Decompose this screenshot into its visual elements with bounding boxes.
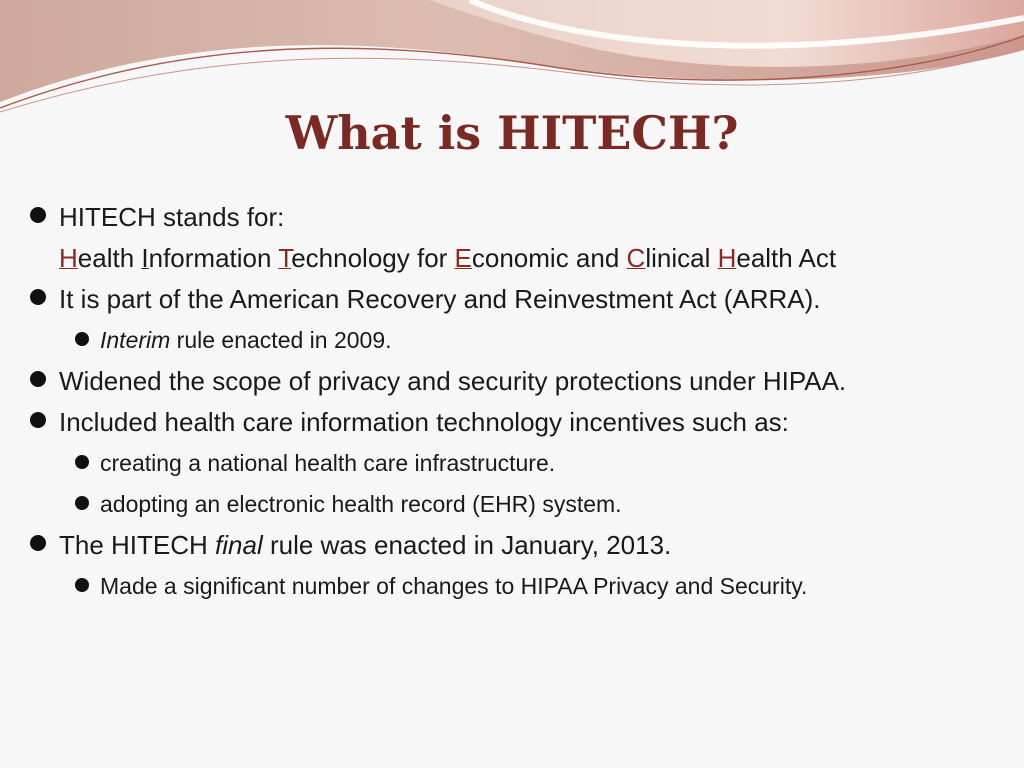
acronym-letter: I <box>141 243 149 273</box>
bullet-text: adopting an electronic health record (EHR) system. <box>100 491 622 517</box>
bullet-item <box>0 402 1010 443</box>
acronym-letter: E <box>454 243 472 273</box>
acronym-word: ealth Act <box>736 243 837 273</box>
sub-bullet-item <box>0 443 1010 484</box>
bullet-text: rule was enacted in January, 2013. <box>262 530 672 560</box>
acronym-word: nformation <box>148 243 279 273</box>
italic-text: final <box>215 530 263 560</box>
bullet-text: Widened the scope of privacy and security protections under HIPAA. <box>59 366 847 396</box>
bullet-dot-icon <box>75 496 89 510</box>
italic-text: Interim <box>100 327 171 353</box>
acronym-letter: H <box>59 243 78 273</box>
acronym-word: conomic and <box>471 243 627 273</box>
bullet-item <box>0 279 1010 320</box>
bullet-dot-icon <box>30 289 46 305</box>
bullet-text: It is part of the American Recovery and Reinvestment Act (ARRA). <box>59 284 821 314</box>
slide-title: What is HITECH? <box>285 106 739 160</box>
bullet-dot-icon <box>30 371 46 387</box>
acronym-word: linical <box>645 243 718 273</box>
acronym-letter: H <box>717 243 737 273</box>
bullet-text: HITECH stands for: <box>59 202 285 232</box>
bullet-dot-icon <box>75 578 89 592</box>
bullet-dot-icon <box>75 455 89 469</box>
bullet-text: rule enacted in 2009. <box>170 327 392 353</box>
bullet-item <box>0 197 1010 238</box>
acronym-letter: C <box>626 243 646 273</box>
bullet-list <box>0 197 1010 607</box>
bullet-text: Included health care information technology incentives such as: <box>59 407 789 437</box>
acronym-expansion <box>0 238 1010 279</box>
header-swoosh-decoration <box>0 0 1024 120</box>
acronym-word: echnology for <box>291 243 455 273</box>
sub-bullet-item <box>0 484 1010 525</box>
bullet-item <box>0 525 1010 566</box>
bullet-text: Made a significant number of changes to HIPAA Privacy and Security. <box>100 573 808 599</box>
bullet-item <box>0 361 1010 402</box>
bullet-text: creating a national health care infrastructure. <box>100 450 556 476</box>
sub-bullet-item <box>0 320 1010 361</box>
sub-bullet-item <box>0 566 1010 607</box>
bullet-dot-icon <box>30 207 46 223</box>
bullet-text: The HITECH <box>59 530 216 560</box>
bullet-dot-icon <box>75 332 89 346</box>
bullet-dot-icon <box>30 412 46 428</box>
acronym-word: ealth <box>77 243 142 273</box>
bullet-dot-icon <box>30 535 46 551</box>
acronym-letter: T <box>278 243 292 273</box>
